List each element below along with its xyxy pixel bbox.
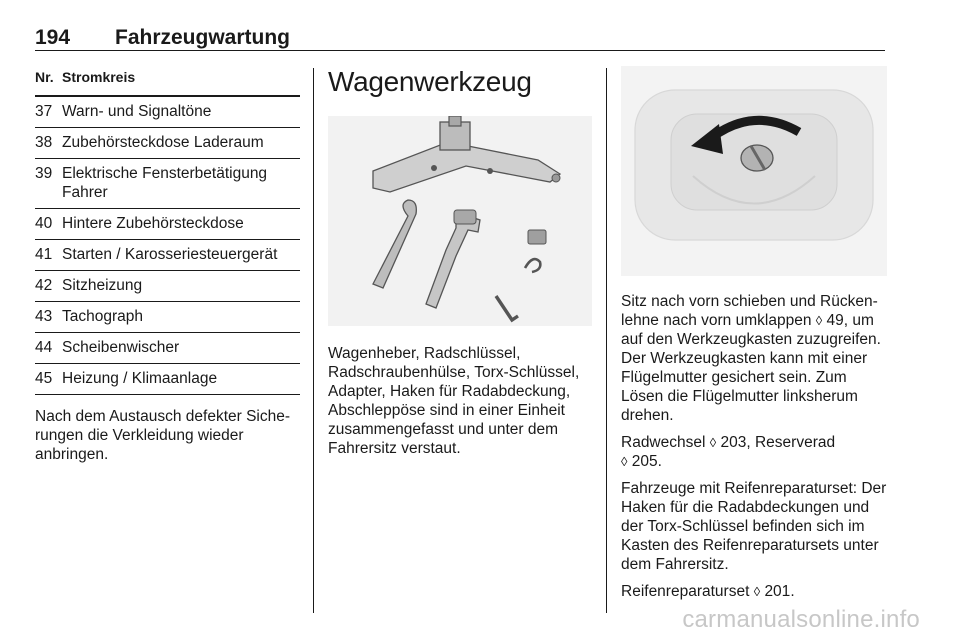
page-number: 194 — [35, 26, 71, 49]
fuse-circuit: Elektrische Fensterbetätigung Fahrer — [62, 165, 268, 201]
page-reference-icon: ◊ — [709, 435, 717, 450]
column-divider — [606, 68, 607, 613]
table-row — [35, 97, 300, 128]
fuse-number: 44 — [35, 339, 53, 356]
column-header-nr: Nr. — [35, 69, 54, 85]
tools-caption: Wagenheber, Radschlüssel, Radschraubenhülse, Torx-Schlüssel, Adapter, Haken für Radabdeckung, Abschleppöse sind in einer Einheit zusammengefasst und unter dem Fahrersitz verstaut. — [328, 345, 580, 457]
fuse-circuit: Heizung / Klimaanlage — [62, 370, 218, 387]
fuse-number: 39 — [35, 165, 53, 182]
fuse-circuit: Zubehörsteckdose Laderaum — [62, 134, 264, 151]
page-reference-icon: ◊ — [753, 584, 761, 599]
fuse-number: 38 — [35, 134, 53, 151]
tool-kit-illustration — [328, 116, 592, 326]
table-row — [35, 159, 300, 209]
table-row — [35, 128, 300, 159]
toolbox-access-text — [621, 292, 887, 425]
para-text: , um auf den Werkzeugkasten zuzugreifen. Der Werkzeugkasten kann mit einer Flügelmutter gesichert sein. Zum Lösen die Flügelmutter linksherum drehen. — [621, 312, 881, 424]
toolbox-drawing — [621, 66, 887, 276]
page-reference: 201 — [764, 583, 791, 600]
fuse-table-body — [35, 97, 300, 395]
torx-key-icon — [496, 296, 518, 320]
left-column — [35, 68, 300, 464]
para-text: . — [790, 583, 795, 600]
page-header — [35, 26, 885, 51]
fuse-circuit: Hintere Zubehörsteckdose — [62, 215, 244, 232]
para-text: Sitz nach vorn schieben und Rückenlehne nach vorn umklappen — [621, 293, 878, 329]
para-text: Radwechsel — [621, 434, 706, 451]
table-row — [35, 271, 300, 302]
page-reference-icon: ◊ — [621, 454, 628, 469]
fuse-circuit: Tachograph — [62, 308, 144, 325]
wheel-nut-socket-icon — [426, 210, 480, 308]
fuse-circuit: Scheibenwischer — [62, 339, 180, 356]
fuse-number: 37 — [35, 103, 53, 120]
middle-column — [328, 66, 592, 457]
fuse-circuit: Warn- und Signaltöne — [62, 103, 212, 120]
table-row — [35, 209, 300, 240]
fuse-table-header — [35, 68, 300, 97]
page-reference: 203 — [720, 434, 747, 451]
page-reference: 205 — [631, 453, 658, 470]
fuse-circuit: Starten / Karosseriesteuergerät — [62, 246, 278, 263]
table-row — [35, 364, 300, 395]
para-text: . — [657, 453, 662, 470]
car-jack-icon — [373, 116, 560, 192]
page-title: Fahrzeugwartung — [115, 26, 291, 49]
fuse-circuit: Sitzheizung — [62, 277, 143, 294]
toolbox-illustration — [621, 66, 887, 276]
page-reference-icon: ◊ — [815, 313, 823, 328]
watermark: carmanualsonline.info — [682, 606, 920, 633]
fuse-number: 40 — [35, 215, 53, 232]
column-header-circuit: Stromkreis — [62, 69, 136, 85]
fuse-number: 41 — [35, 246, 53, 263]
table-row — [35, 302, 300, 333]
fuse-number: 42 — [35, 277, 53, 294]
right-column — [621, 292, 887, 609]
tool-kit-drawing — [328, 116, 592, 326]
fuse-number: 45 — [35, 370, 53, 387]
adapter-icon — [528, 230, 546, 244]
page-reference: 49 — [826, 312, 844, 329]
wing-nut-icon — [741, 145, 773, 171]
repair-kit-reference — [621, 582, 887, 601]
para-text: , Reserverad — [746, 434, 836, 451]
wheel-wrench-icon — [373, 200, 416, 288]
repair-kit-text: Fahrzeuge mit Reifenreparaturset: Der Haken für die Radabdeckungen und der Torx-Schlüssel befinden sich im Kasten des Reifenreparatursets unter dem Fahrersitz. — [621, 480, 887, 573]
section-title: Wagenwerkzeug — [328, 66, 532, 97]
column-divider — [313, 68, 314, 613]
para-text: Reifenreparaturset — [621, 583, 750, 600]
wheel-change-reference — [621, 433, 887, 471]
fuse-number: 43 — [35, 308, 53, 325]
fuse-note: Nach dem Austausch defekter Sicherungen die Verkleidung wieder anbringen. — [35, 408, 291, 463]
hook-icon — [525, 259, 540, 272]
table-row — [35, 333, 300, 364]
table-row — [35, 240, 300, 271]
